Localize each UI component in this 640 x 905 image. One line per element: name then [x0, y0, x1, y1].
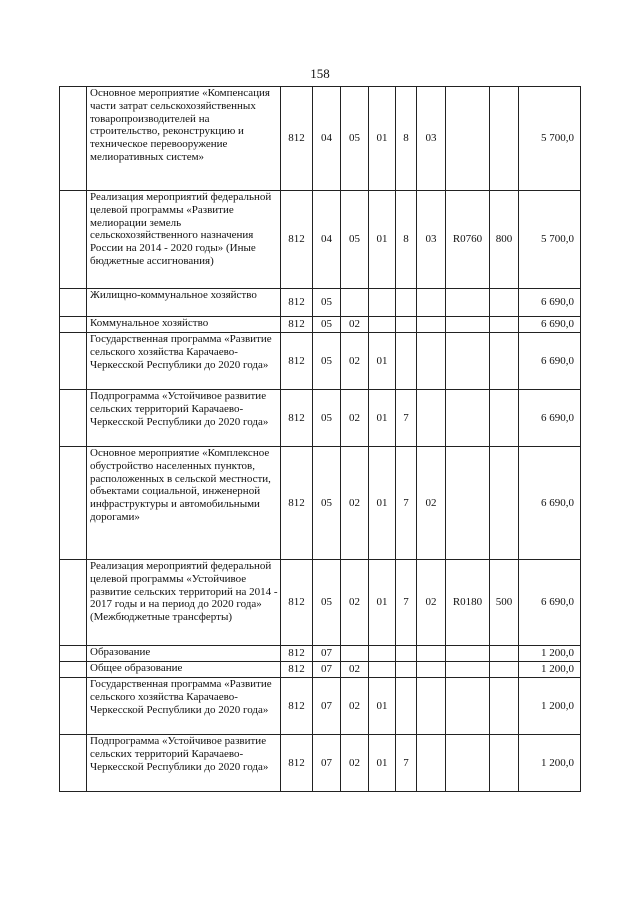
- ministry-code: 812: [281, 87, 313, 191]
- table-row: [60, 735, 581, 792]
- program-code: 01: [369, 560, 396, 646]
- program-code: [369, 662, 396, 678]
- subsection-code: 02: [341, 735, 369, 792]
- subsection-code: 02: [341, 678, 369, 735]
- activity-code: [417, 662, 446, 678]
- table-row: [60, 87, 581, 191]
- item-description: Коммунальное хозяйство: [87, 317, 281, 333]
- section-code: 04: [313, 191, 341, 289]
- subprogram-code: [396, 662, 417, 678]
- empty-cell: [60, 333, 87, 390]
- section-code: 07: [313, 735, 341, 792]
- empty-cell: [60, 191, 87, 289]
- section-code: 05: [313, 390, 341, 447]
- table-row: [60, 333, 581, 390]
- activity-code: 03: [417, 87, 446, 191]
- section-code: 05: [313, 560, 341, 646]
- activity-code: [417, 646, 446, 662]
- program-code: 01: [369, 678, 396, 735]
- program-code: 01: [369, 390, 396, 447]
- expense-type-code: [490, 87, 519, 191]
- activity-code: [417, 317, 446, 333]
- section-code: 07: [313, 662, 341, 678]
- table-row: [60, 678, 581, 735]
- expense-type-code: [490, 646, 519, 662]
- program-code: 01: [369, 191, 396, 289]
- direction-code: [446, 289, 490, 317]
- ministry-code: 812: [281, 191, 313, 289]
- subprogram-code: [396, 317, 417, 333]
- table-row: [60, 390, 581, 447]
- subprogram-code: 7: [396, 390, 417, 447]
- section-code: 05: [313, 289, 341, 317]
- ministry-code: 812: [281, 662, 313, 678]
- program-code: 01: [369, 333, 396, 390]
- program-code: 01: [369, 87, 396, 191]
- ministry-code: 812: [281, 735, 313, 792]
- activity-code: [417, 390, 446, 447]
- subprogram-code: 8: [396, 87, 417, 191]
- expense-type-code: [490, 662, 519, 678]
- subsection-code: 05: [341, 87, 369, 191]
- empty-cell: [60, 662, 87, 678]
- table-row: [60, 191, 581, 289]
- expense-type-code: [490, 447, 519, 560]
- ministry-code: 812: [281, 390, 313, 447]
- program-code: [369, 289, 396, 317]
- section-code: 05: [313, 317, 341, 333]
- empty-cell: [60, 289, 87, 317]
- empty-cell: [60, 390, 87, 447]
- ministry-code: 812: [281, 560, 313, 646]
- direction-code: [446, 333, 490, 390]
- section-code: 05: [313, 447, 341, 560]
- item-description: Подпрограмма «Устойчивое развитие сельских территорий Карачаево-Черкесской Республики до 2020 года»: [87, 390, 281, 447]
- expense-type-code: [490, 678, 519, 735]
- activity-code: [417, 678, 446, 735]
- amount: 1 200,0: [519, 646, 581, 662]
- activity-code: [417, 735, 446, 792]
- subprogram-code: 8: [396, 191, 417, 289]
- empty-cell: [60, 87, 87, 191]
- subprogram-code: 7: [396, 447, 417, 560]
- table-row: [60, 560, 581, 646]
- section-code: 04: [313, 87, 341, 191]
- expense-type-code: [490, 735, 519, 792]
- item-description: Реализация мероприятий федеральной целевой программы «Развитие мелиорации земель сельскохозяйственного назначения России на 2014 - 2020 годы» (Иные бюджетные ассигнования): [87, 191, 281, 289]
- program-code: [369, 317, 396, 333]
- subsection-code: 02: [341, 662, 369, 678]
- subsection-code: 02: [341, 390, 369, 447]
- subprogram-code: 7: [396, 735, 417, 792]
- subsection-code: 02: [341, 447, 369, 560]
- item-description: Подпрограмма «Устойчивое развитие сельских территорий Карачаево-Черкесской Республики до 2020 года»: [87, 735, 281, 792]
- activity-code: 03: [417, 191, 446, 289]
- amount: 5 700,0: [519, 191, 581, 289]
- ministry-code: 812: [281, 678, 313, 735]
- direction-code: [446, 390, 490, 447]
- direction-code: R0180: [446, 560, 490, 646]
- table-row: [60, 447, 581, 560]
- item-description: Основное мероприятие «Компенсация части затрат сельскохозяйственных товаропроизводителей на строительство, реконструкцию и техническое перевооружение мелиоративных систем»: [87, 87, 281, 191]
- amount: 6 690,0: [519, 289, 581, 317]
- item-description: Государственная программа «Развитие сельского хозяйства Карачаево-Черкесской Республики до 2020 года»: [87, 333, 281, 390]
- expense-type-code: 800: [490, 191, 519, 289]
- expense-type-code: [490, 390, 519, 447]
- expense-type-code: [490, 333, 519, 390]
- program-code: 01: [369, 447, 396, 560]
- amount: 1 200,0: [519, 662, 581, 678]
- ministry-code: 812: [281, 646, 313, 662]
- subsection-code: [341, 289, 369, 317]
- subprogram-code: [396, 678, 417, 735]
- empty-cell: [60, 560, 87, 646]
- activity-code: 02: [417, 560, 446, 646]
- expense-type-code: [490, 289, 519, 317]
- subsection-code: 02: [341, 560, 369, 646]
- item-description: Реализация мероприятий федеральной целевой программы «Устойчивое развитие сельских территорий на 2014 - 2017 годы и на период до 2020 года» (Межбюджетные трансферты): [87, 560, 281, 646]
- direction-code: [446, 317, 490, 333]
- amount: 6 690,0: [519, 447, 581, 560]
- empty-cell: [60, 317, 87, 333]
- ministry-code: 812: [281, 317, 313, 333]
- budget-table: [59, 86, 581, 792]
- direction-code: [446, 735, 490, 792]
- subprogram-code: 7: [396, 560, 417, 646]
- item-description: Жилищно-коммунальное хозяйство: [87, 289, 281, 317]
- table-row: [60, 646, 581, 662]
- ministry-code: 812: [281, 447, 313, 560]
- ministry-code: 812: [281, 333, 313, 390]
- direction-code: [446, 646, 490, 662]
- subsection-code: [341, 646, 369, 662]
- program-code: 01: [369, 735, 396, 792]
- table-row: [60, 289, 581, 317]
- item-description: Основное мероприятие «Комплексное обустройство населенных пунктов, расположенных в сельской местности, объектами социальной, инженерной инфраструктуры и автомобильными дорогами»: [87, 447, 281, 560]
- subprogram-code: [396, 289, 417, 317]
- direction-code: [446, 87, 490, 191]
- direction-code: [446, 447, 490, 560]
- expense-type-code: 500: [490, 560, 519, 646]
- subprogram-code: [396, 646, 417, 662]
- section-code: 05: [313, 333, 341, 390]
- empty-cell: [60, 646, 87, 662]
- amount: 6 690,0: [519, 560, 581, 646]
- page-number: 158: [310, 66, 330, 81]
- table-row: [60, 317, 581, 333]
- ministry-code: 812: [281, 289, 313, 317]
- subsection-code: 02: [341, 333, 369, 390]
- amount: 6 690,0: [519, 333, 581, 390]
- empty-cell: [60, 678, 87, 735]
- section-code: 07: [313, 646, 341, 662]
- activity-code: [417, 333, 446, 390]
- item-description: Общее образование: [87, 662, 281, 678]
- program-code: [369, 646, 396, 662]
- subsection-code: 02: [341, 317, 369, 333]
- subprogram-code: [396, 333, 417, 390]
- expense-type-code: [490, 317, 519, 333]
- item-description: Образование: [87, 646, 281, 662]
- table-row: [60, 662, 581, 678]
- direction-code: [446, 662, 490, 678]
- empty-cell: [60, 447, 87, 560]
- amount: 1 200,0: [519, 678, 581, 735]
- activity-code: 02: [417, 447, 446, 560]
- direction-code: [446, 678, 490, 735]
- amount: 6 690,0: [519, 390, 581, 447]
- subsection-code: 05: [341, 191, 369, 289]
- amount: 6 690,0: [519, 317, 581, 333]
- empty-cell: [60, 735, 87, 792]
- amount: 1 200,0: [519, 735, 581, 792]
- section-code: 07: [313, 678, 341, 735]
- activity-code: [417, 289, 446, 317]
- direction-code: R0760: [446, 191, 490, 289]
- amount: 5 700,0: [519, 87, 581, 191]
- item-description: Государственная программа «Развитие сельского хозяйства Карачаево-Черкесской Республики до 2020 года»: [87, 678, 281, 735]
